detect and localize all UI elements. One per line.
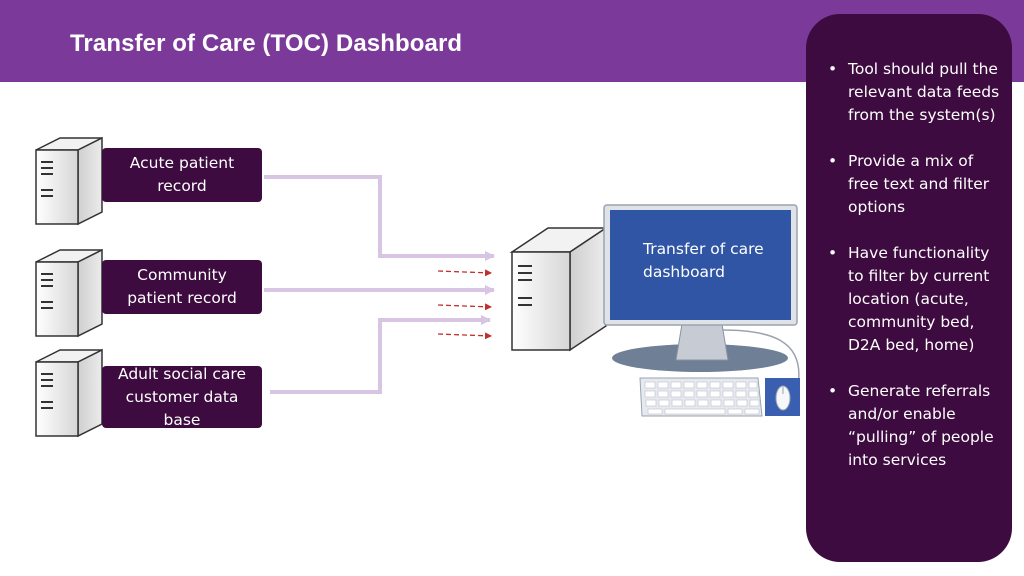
requirement-item: • Generate referrals and/or enable “pulling” of people into services xyxy=(828,380,1000,472)
monitor-icon xyxy=(604,205,797,372)
requirements-list xyxy=(828,58,1000,472)
page-title: Transfer of Care (TOC) Dashboard xyxy=(70,30,463,57)
arrow-social-care xyxy=(270,320,490,392)
server-icon xyxy=(512,228,606,350)
requirements-panel xyxy=(806,14,1012,562)
requirement-item: • Provide a mix of free text and filter options xyxy=(828,150,1000,219)
source-label-community: Community patient record xyxy=(102,260,262,314)
return-arrow xyxy=(438,334,491,336)
return-arrows xyxy=(438,271,491,336)
return-arrow xyxy=(438,271,491,273)
source-label-acute: Acute patient record xyxy=(102,148,262,202)
return-arrow xyxy=(438,305,491,307)
requirement-item: • Have functionality to filter by current location (acute, community bed, D2A bed, home) xyxy=(828,242,1000,357)
server-icon xyxy=(36,250,102,336)
mouse-icon xyxy=(765,378,800,416)
source-label-social-care: Adult social care customer data base xyxy=(102,366,262,428)
keyboard-icon xyxy=(640,378,762,416)
server-icon xyxy=(36,138,102,224)
requirement-item: • Tool should pull the relevant data feeds from the system(s) xyxy=(828,58,1000,127)
server-icon xyxy=(36,350,102,436)
dashboard-screen-label: Transfer of care dashboard xyxy=(643,240,764,281)
arrow-acute xyxy=(264,177,494,256)
connector-arrows xyxy=(264,177,494,392)
